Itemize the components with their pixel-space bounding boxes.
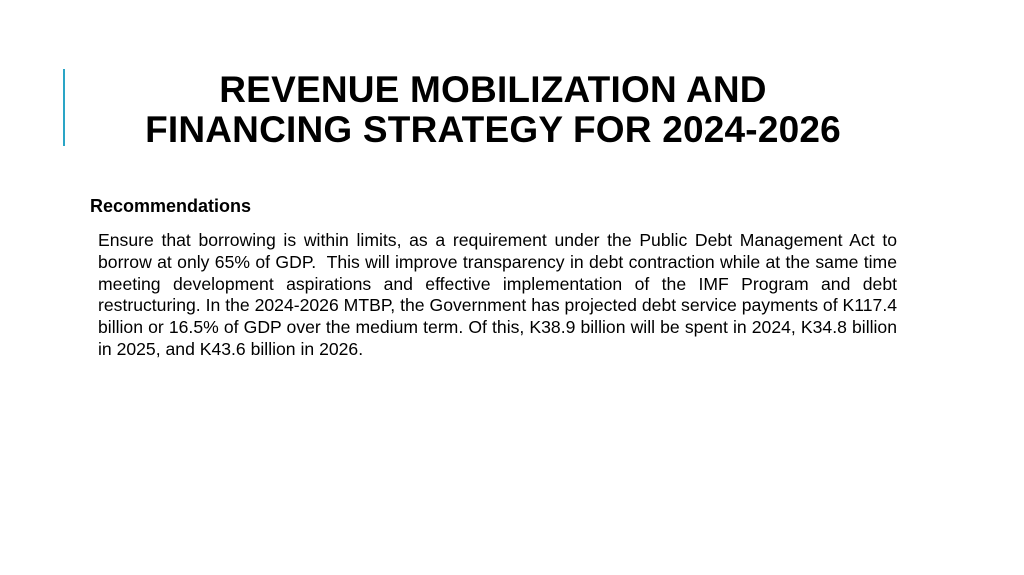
body-paragraph: Ensure that borrowing is within limits, as a requirement under the Public Debt Management Act to borrow at only 65% of GDP. This will improve transparency in debt contraction while at the same time meeting development aspirations and effective implementation of the IMF Program and debt restructuring. In the 2024-2026 MTBP, the Government has projected debt service payments of K117.4 billion or 16.5% of GDP over the medium term. Of this, K38.9 billion will be spent in 2024, K34.8 billion in 2025, and K43.6 billion in 2026.	[98, 230, 902, 359]
title-accent-bar	[63, 69, 65, 146]
section-heading: Recommendations	[90, 196, 252, 216]
slide-title-line-1: REVENUE MOBILIZATION AND	[219, 69, 767, 110]
slide-title-line-2: FINANCING STRATEGY FOR 2024-2026	[145, 109, 841, 150]
slide-title	[80, 70, 906, 150]
